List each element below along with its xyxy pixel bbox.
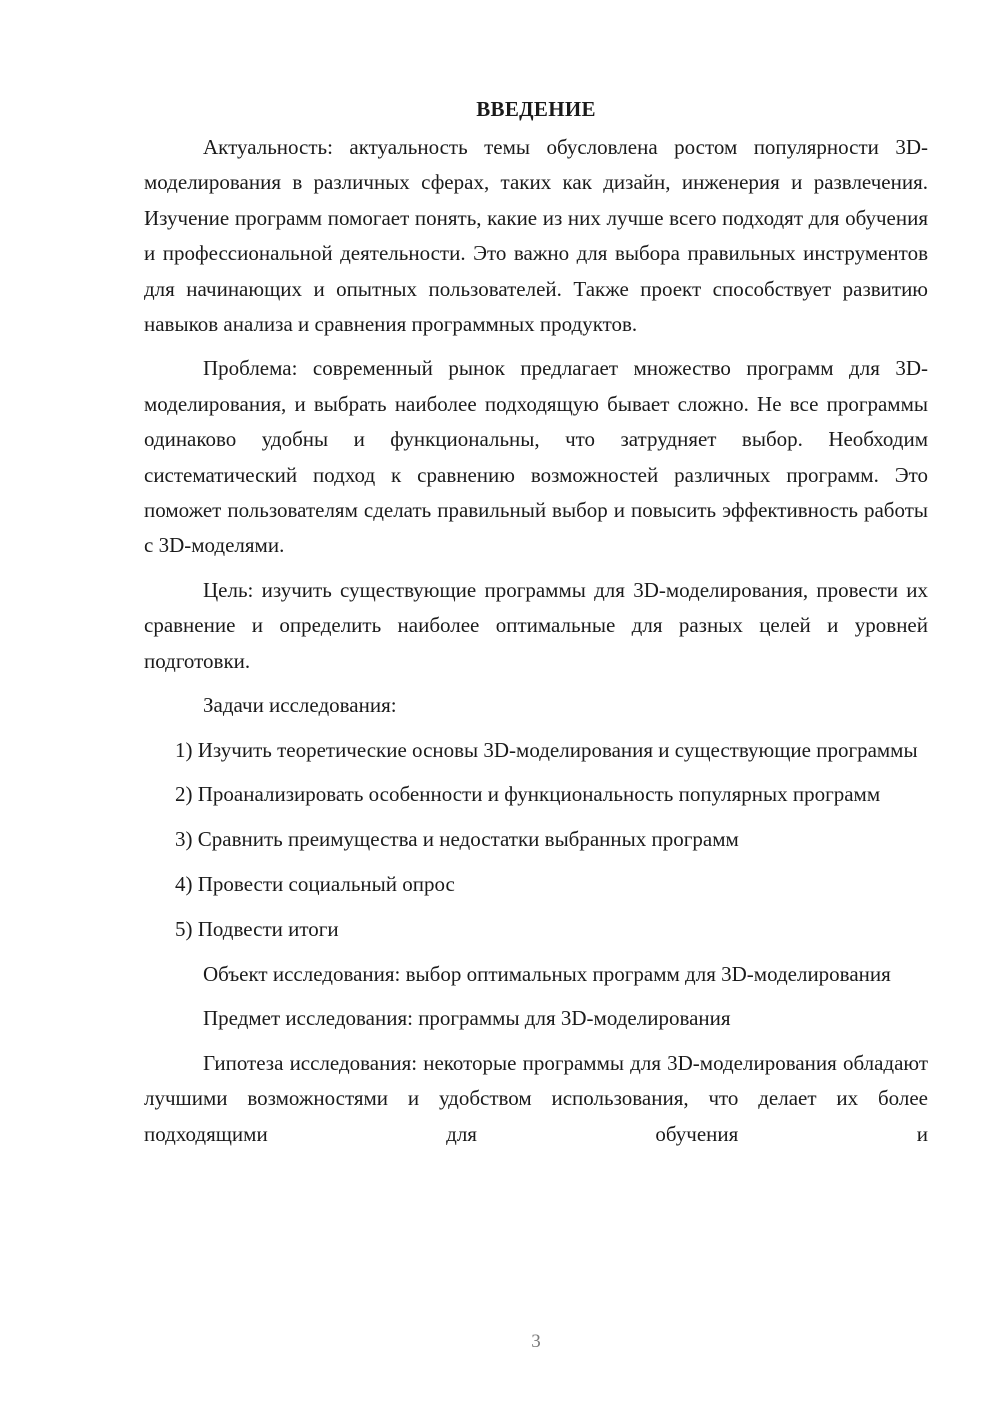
subject-paragraph: Предмет исследования: программы для 3D-моделирования [203,1006,731,1031]
hypothesis-paragraph: Гипотеза исследования: некоторые программы для 3D-моделирования обладают лучшими возможностями и удобством использования, что делает их более подходящими для обучения и [144,1050,928,1146]
problem-paragraph: Проблема: современный рынок предлагает множество программ для 3D-моделирования, и выбрать наиболее подходящую бывает сложно. Не все программы одинаково удобны и функциональны, что затрудняет выбор. Необходим систематический подход к сравнению возможностей различных программ. Это поможет пользователям сделать правильный выбор и повысить эффективность работы с 3D-моделями. [144,356,928,558]
task-item-1: 1) Изучить теоретические основы 3D-моделирования и существующие программы [175,737,918,762]
task-item-2: 2) Проанализировать особенности и функциональность популярных программ [175,782,881,807]
task-item-4: 4) Провести социальный опрос [175,872,455,897]
task-item-3: 3) Сравнить преимущества и недостатки выбранных программ [175,827,739,852]
task-item-5: 5) Подвести итоги [175,917,339,942]
relevance-paragraph: Актуальность: актуальность темы обусловлена ростом популярности 3D-моделирования в различных сферах, таких как дизайн, инженерия и развлечения. Изучение программ помогает понять, какие из них лучше всего подходят для обучения и профессиональной деятельности. Это важно для выбора правильных инструментов для начинающих и опытных пользователей. Также проект способствует развитию навыков анализа и сравнения программных продуктов. [144,135,928,337]
tasks-heading: Задачи исследования: [203,693,397,718]
goal-paragraph: Цель: изучить существующие программы для 3D-моделирования, провести их сравнение и определить наиболее оптимальные для разных целей и уровней подготовки. [144,577,928,673]
page-number: 3 [531,1331,541,1352]
section-heading: ВВЕДЕНИЕ [476,97,596,121]
document-page [144,92,928,1161]
object-paragraph: Объект исследования: выбор оптимальных программ для 3D-моделирования [203,962,891,987]
